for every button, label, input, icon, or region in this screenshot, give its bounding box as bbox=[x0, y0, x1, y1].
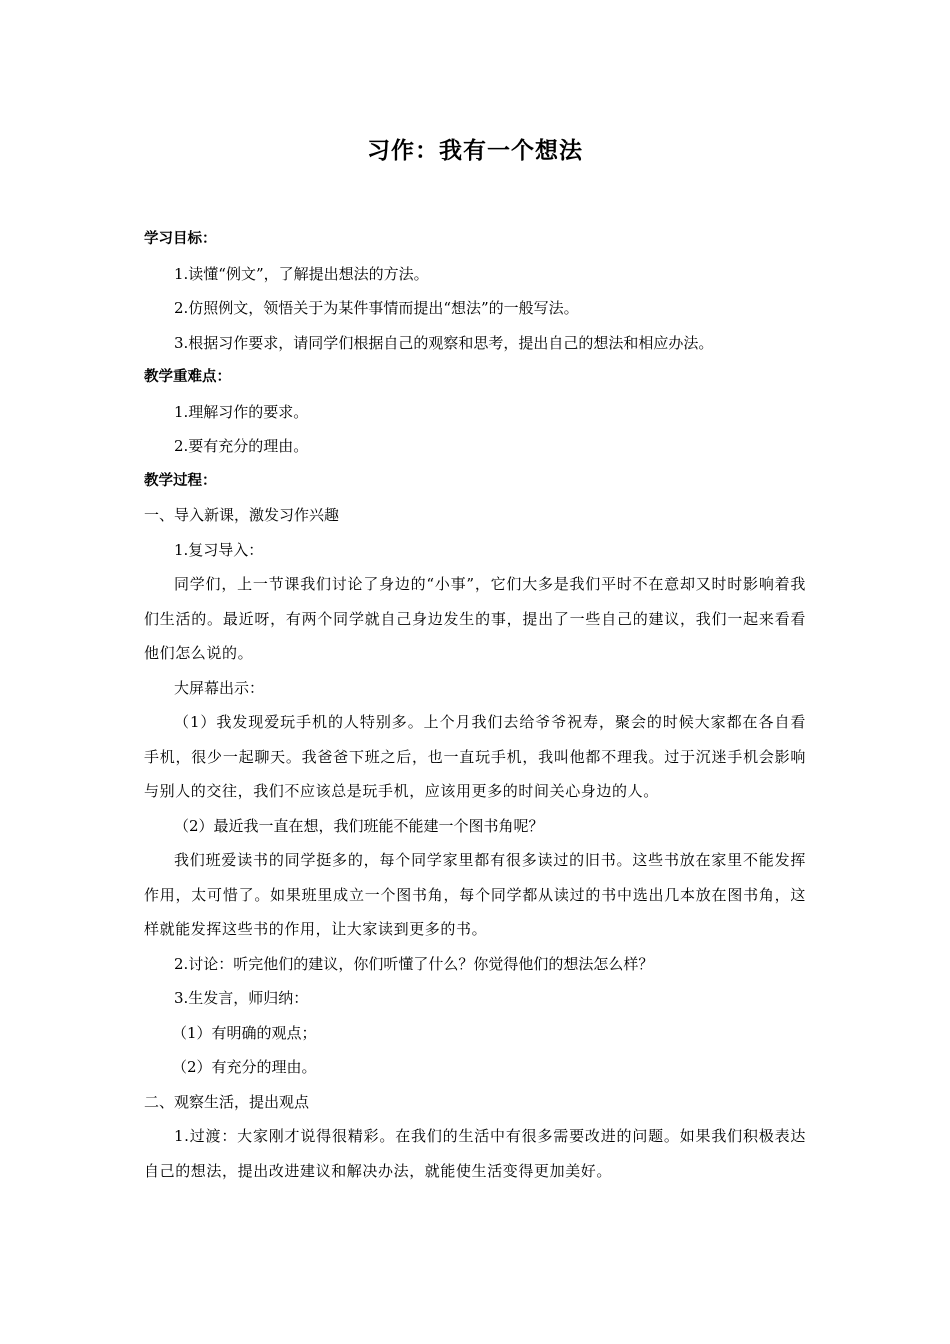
section2-title: 二、观察生活，提出观点 bbox=[144, 1092, 310, 1111]
example1-paragraph: （1）我发现爱玩手机的人特别多。上个月我们去给爷爷祝寿，聚会的时候大家都在各自看手机，很少一起聊天。我爸爸下班之后，也一直玩手机，我叫他都不理我。过于沉迷手机会影响与别人的交往，我们不应该总是玩手机，应该用更多的时间关心身边的人。 bbox=[144, 713, 806, 800]
section1-title: 一、导入新课，激发习作兴趣 bbox=[144, 506, 340, 524]
process-heading: 教学过程： bbox=[144, 472, 217, 489]
document-title: 习作：我有一个想法 bbox=[367, 138, 583, 164]
objective-item-3: 3.根据习作要求，请同学们根据自己的观察和思考，提出自己的想法和相应办法。 bbox=[174, 333, 714, 352]
summary-item-2: （2）有充分的理由。 bbox=[172, 1058, 317, 1076]
intro-paragraph: 同学们，上一节课我们讨论了身边的“小事”，它们大多是我们平时不在意却又时时影响着我们生活的。最近呀，有两个同学就自己身边发生的事，提出了一些自己的建议，我们一起来看看他们怎么说的。 bbox=[144, 575, 806, 662]
step3-label: 3.生发言，师归纳： bbox=[174, 989, 309, 1007]
step1-label: 1.复习导入： bbox=[174, 540, 264, 559]
screen-label: 大屏幕出示： bbox=[174, 678, 265, 697]
objectives-heading: 学习目标： bbox=[144, 231, 217, 247]
example2-title: （2）最近我一直在想，我们班能不能建一个图书角呢？ bbox=[174, 816, 544, 835]
objective-item-1: 1.读懂“例文”，了解提出想法的方法。 bbox=[174, 264, 429, 283]
section2-paragraph: 1.过渡：大家刚才说得很精彩。在我们的生活中有很多需要改进的问题。如果我们积极表达自己的想法，提出改进建议和解决办法，就能使生活变得更加美好。 bbox=[144, 1127, 806, 1180]
document-body bbox=[144, 222, 806, 1188]
key-point-item-2: 2.要有充分的理由。 bbox=[174, 437, 309, 455]
key-point-item-1: 1.理解习作的要求。 bbox=[174, 402, 309, 421]
summary-item-1: （1）有明确的观点； bbox=[172, 1023, 317, 1042]
objective-item-2: 2.仿照例文，领悟关于为某件事情而提出“想法”的一般写法。 bbox=[174, 299, 579, 317]
example2-paragraph: 我们班爱读书的同学挺多的，每个同学家里都有很多读过的旧书。这些书放在家里不能发挥作用，太可惜了。如果班里成立一个图书角，每个同学都从读过的书中选出几本放在图书角，这样就能发挥这些书的作用，让大家读到更多的书。 bbox=[144, 851, 806, 938]
key-points-heading: 教学重难点： bbox=[144, 369, 231, 385]
step2-label: 2.讨论：听完他们的建议，你们听懂了什么？你觉得他们的想法怎么样？ bbox=[174, 954, 654, 973]
